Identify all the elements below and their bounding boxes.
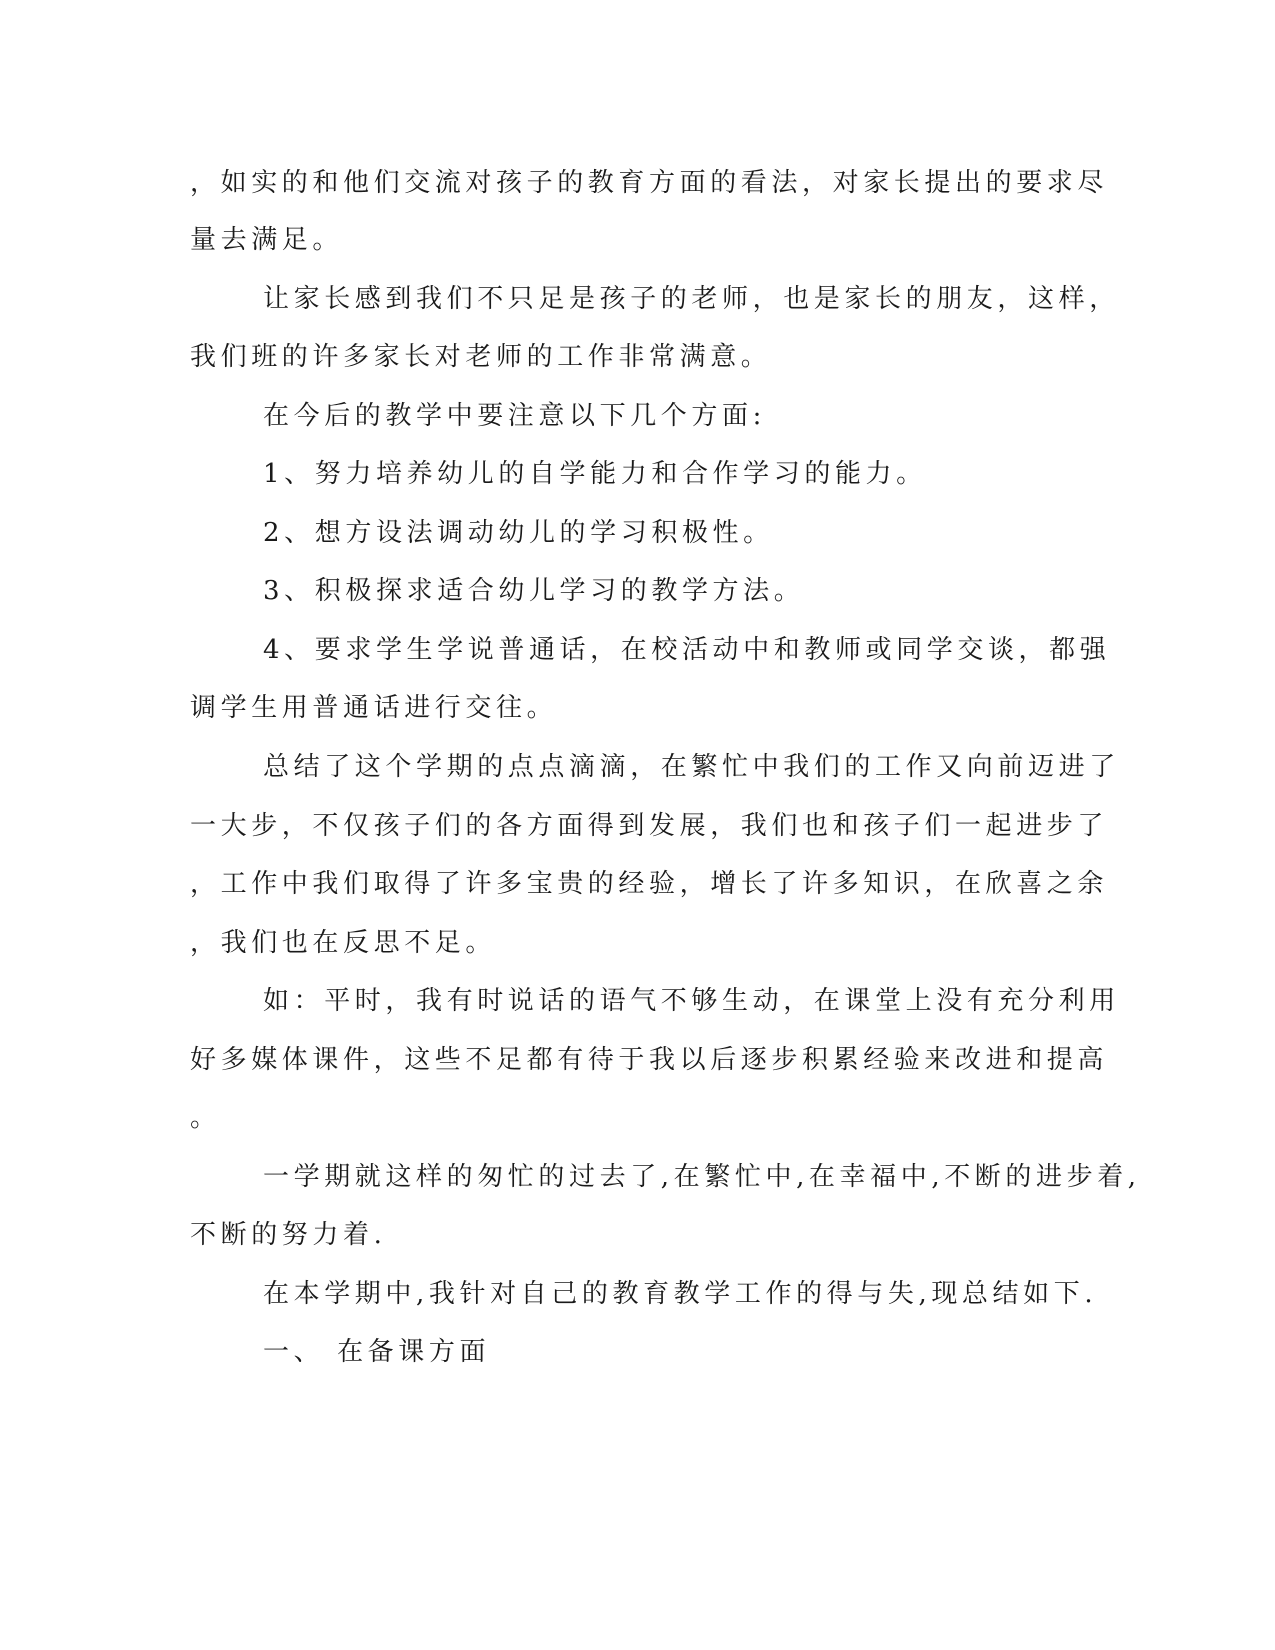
text-line: 在本学期中,我针对自己的教育教学工作的得与失,现总结如下. [263, 1279, 1098, 1309]
text-line: 。 [190, 1103, 221, 1133]
text-line: ，我们也在反思不足。 [190, 928, 497, 958]
text-line: 在今后的教学中要注意以下几个方面: [263, 401, 766, 431]
text-line: 总结了这个学期的点点滴滴，在繁忙中我们的工作又向前迈进了 [263, 752, 1120, 782]
section-heading: 一、 在备课方面 [263, 1337, 491, 1367]
text-line: ，工作中我们取得了许多宝贵的经验，增长了许多知识，在欣喜之余 [190, 869, 1109, 899]
list-item: 3、积极探求适合幼儿学习的教学方法。 [263, 576, 805, 606]
text-line: 让家长感到我们不只足是孩子的老师，也是家长的朋友，这样， [263, 284, 1120, 314]
text-line: 一学期就这样的匆忙的过去了,在繁忙中,在幸福中,不断的进步着, [263, 1162, 1141, 1192]
text-line: 如：平时，我有时说话的语气不够生动，在课堂上没有充分利用 [263, 986, 1120, 1016]
list-item: 4、要求学生学说普通话，在校活动中和教师或同学交谈，都强 [263, 635, 1111, 665]
text-line: 量去满足。 [190, 225, 344, 255]
text-line: ，如实的和他们交流对孩子的教育方面的看法，对家长提出的要求尽 [190, 168, 1109, 198]
text-line: 调学生用普通话进行交往。 [190, 693, 558, 723]
list-item: 2、想方设法调动幼儿的学习积极性。 [263, 518, 774, 548]
text-line: 一大步，不仅孩子们的各方面得到发展，我们也和孩子们一起进步了 [190, 811, 1109, 841]
text-line: 不断的努力着. [190, 1220, 387, 1250]
list-item: 1、努力培养幼儿的自学能力和合作学习的能力。 [263, 459, 927, 489]
text-line: 好多媒体课件，这些不足都有待于我以后逐步积累经验来改进和提高 [190, 1045, 1109, 1075]
text-line: 我们班的许多家长对老师的工作非常满意。 [190, 342, 772, 372]
